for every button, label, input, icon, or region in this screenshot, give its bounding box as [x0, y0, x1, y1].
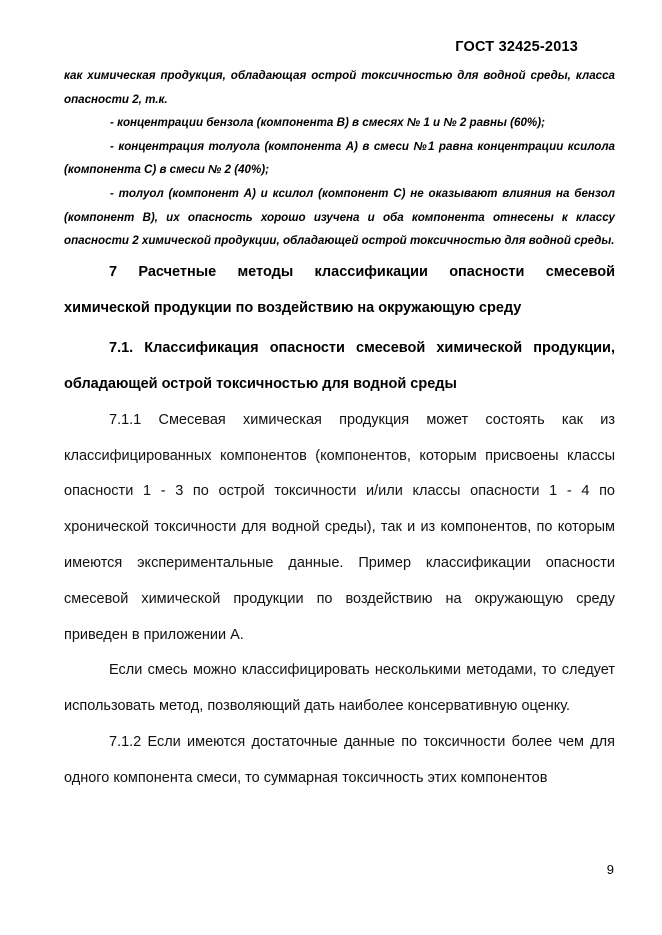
paragraph-benzene-concentration: - концентрации бензола (компонента В) в смесях № 1 и № 2 равны (60%); [110, 116, 545, 130]
paragraph-toluene-concentration: - концентрация толуола (компонента А) в смеси №1 равна концентрации ксилола (компонента С) в смеси № 2 (40%); [64, 139, 615, 177]
paragraph-component-effects: - толуол (компонент А) и ксилол (компонент С) не оказывают влияния на бензол (компонент В), их опасность хорошо изучена и оба компонента отнесены к классу опасности 2 химической продукции, обладающей острой токсичностью для водной среды. [64, 186, 615, 248]
section-heading-7: 7 Расчетные методы классификации опасности смесевой химической продукции по воздействию на окружающую среду [64, 263, 615, 316]
page-number: 9 [606, 862, 614, 877]
paragraph-7-1-2: 7.1.2 Если имеются достаточные данные по токсичности более чем для одного компонента смеси, то суммарная токсичность этих компонентов [64, 733, 615, 786]
page-content [64, 64, 615, 797]
paragraph-classification-intro: как химическая продукция, обладающая острой токсичностью для водной среды, класса опасности 2, т.к. [64, 69, 615, 106]
section-heading-7-1: 7.1. Классификация опасности смесевой химической продукции, обладающей острой токсичностью для водной среды [64, 339, 615, 392]
paragraph-multiple-methods: Если смесь можно классифицировать несколькими методами, то следует использовать метод, позволяющий дать наиболее консервативную оценку. [64, 662, 615, 715]
document-code-header: ГОСТ 32425-2013 [455, 39, 578, 55]
paragraph-7-1-1: 7.1.1 Смесевая химическая продукция может состоять как из классифицированных компонентов (компонентов, которым присвоены классы опасности 1 - 3 по острой токсичности и/или классы опасности 1 - 4 по хронической токсичности для водной среды), так и из компонентов, по которым имеются экспериментальные данные. Пример классификации опасности смесевой химической продукции по воздействию на окружающую среду приведен в приложении А. [64, 411, 615, 643]
